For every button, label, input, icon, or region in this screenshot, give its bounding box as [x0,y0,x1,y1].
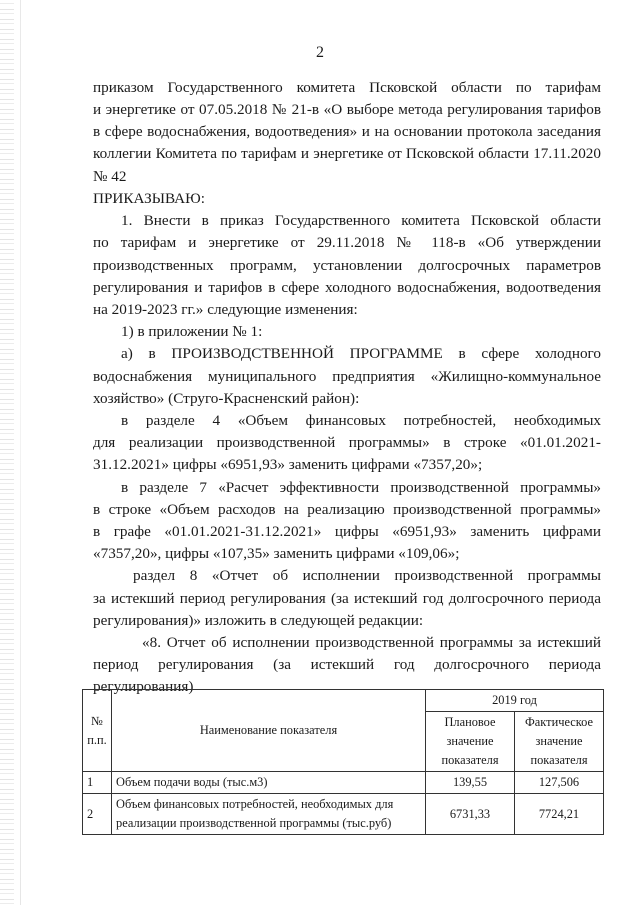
text-line: период регулирования (за истекший год долгосрочного периода [93,656,601,673]
text-line: 31.12.2021» цифры «6951,93» заменить цифрами «7357,20»; [93,456,483,473]
header-actual: Фактическое значение показателя [515,712,604,772]
row-actual: 7724,21 [515,794,604,835]
text-line: производственных программ, установлении долгосрочных параметров [93,257,601,274]
text-line: 1. Внести в приказ Государственного комитета Псковской области [121,212,601,229]
row-planned: 139,55 [426,772,515,794]
row-planned: 6731,33 [426,794,515,835]
header-name: Наименование показателя [112,690,426,772]
text-line: а) в ПРОИЗВОДСТВЕННОЙ ПРОГРАММЕ в сфере холодного [121,345,601,362]
text-line: приказом Государственного комитета Псковской области по тарифам [93,79,601,96]
text-line: за истекший период регулирования (за истекший год долгосрочного периода [93,590,601,607]
text-line: в графе «01.01.2021-31.12.2021» цифры «6951,93» заменить цифрами [93,523,601,540]
table-row [83,794,604,835]
text-line: «8. Отчет об исполнении производственной программы за истекший [142,634,601,651]
row-actual: 127,506 [515,772,604,794]
page-number: 2 [316,44,324,61]
text-line: в разделе 4 «Объем финансовых потребностей, необходимых [121,412,601,429]
text-line: регулирования) [93,678,194,695]
text-line: 1) в приложении № 1: [121,323,263,340]
text-line: раздел 8 «Отчет об исполнении производственной программы [133,567,601,584]
text-line: хозяйство» (Струго-Красненский район): [93,390,360,407]
text-line: коллегии Комитета по тарифам и энергетике от Псковской области 17.11.2020 [93,145,601,162]
report-table [82,689,604,835]
text-line: водоснабжения муниципального предприятия «Жилищно-коммунальное [93,368,601,385]
text-line: регулирования и тарифов в сфере холодного водоснабжения, водоотведения [93,279,601,296]
header-planned: Плановое значение показателя [426,712,515,772]
order-heading: ПРИКАЗЫВАЮ: [93,190,205,207]
table-header-row [83,690,604,712]
text-line: по тарифам и энергетике от 29.11.2018 № 118-в «Об утверждении [93,234,601,251]
text-line: в сфере водоснабжения, водоотведения» и на основании протокола заседания [93,123,601,140]
text-line: № 42 [93,168,127,185]
text-line: на 2019-2023 гг.» следующие изменения: [93,301,358,318]
header-year: 2019 год [426,690,604,712]
text-line: в строке «Объем расходов на реализацию производственной программы» [93,501,601,518]
text-line: регулирования)» изложить в следующей редакции: [93,612,424,629]
row-name: Объем подачи воды (тыс.м3) [112,772,426,794]
text-line: в разделе 7 «Расчет эффективности производственной программы» [121,479,601,496]
header-num: № п.п. [83,690,112,772]
table-row [83,772,604,794]
text-line: для реализации производственной программы» в строке «01.01.2021- [93,434,601,451]
text-line: «7357,20», цифры «107,35» заменить цифрами «109,06»; [93,545,460,562]
text-line: и энергетике от 07.05.2018 № 21-в «О выборе метода регулирования тарифов [93,101,601,118]
row-num: 1 [83,772,112,794]
row-name: Объем финансовых потребностей, необходимых для реализации производственной программы (тыс.руб) [112,794,426,835]
row-num: 2 [83,794,112,835]
